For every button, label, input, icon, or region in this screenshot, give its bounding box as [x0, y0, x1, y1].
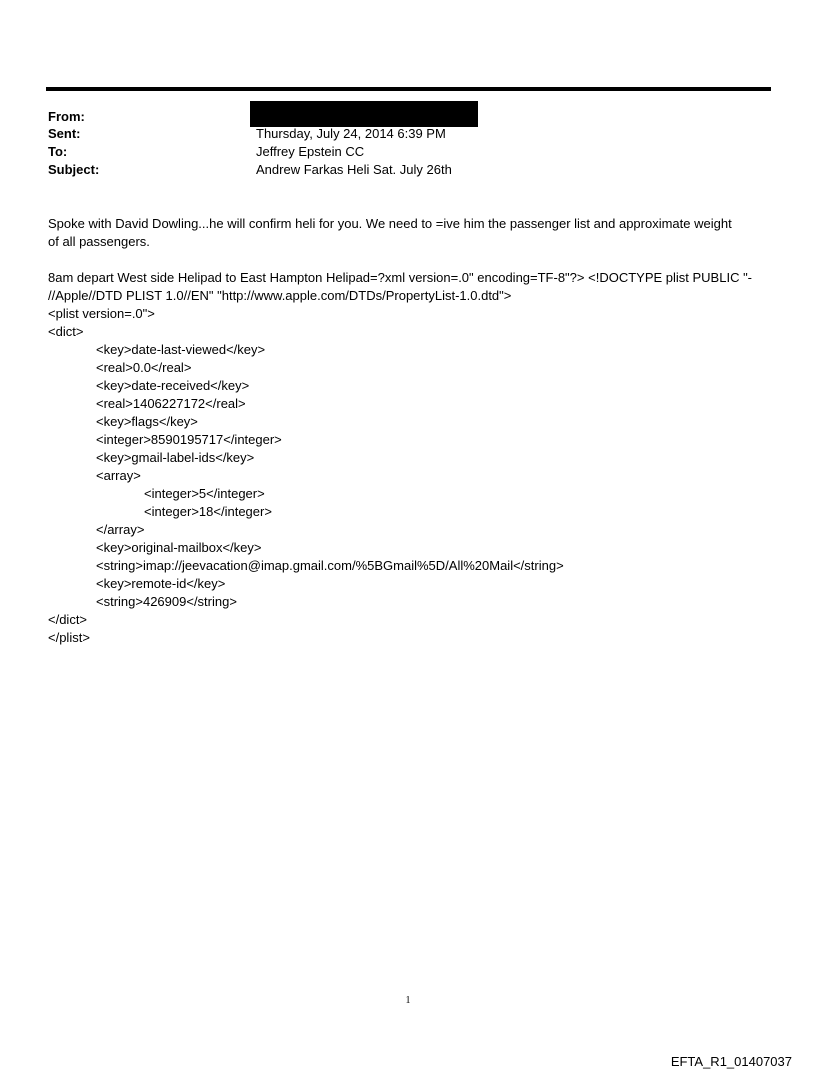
body-line: 8am depart West side Helipad to East Hampton Helipad=?xml version=.0" encoding=TF-8"?> <!DOCTYPE plist PUBLIC "- — [48, 270, 753, 285]
xml-line: <key>original-mailbox</key> — [96, 540, 262, 555]
body-line: Spoke with David Dowling...he will confirm heli for you. We need to =ive him the passenger list and approximate weight — [48, 216, 732, 231]
xml-plist-close: </plist> — [48, 630, 90, 645]
from-label: From: — [48, 109, 85, 124]
xml-line: <integer>8590195717</integer> — [96, 432, 282, 447]
xml-line: <integer>5</integer> — [144, 486, 265, 501]
to-value: Jeffrey Epstein CC — [256, 144, 365, 159]
sent-label: Sent: — [48, 126, 81, 141]
bates-number: EFTA_R1_01407037 — [670, 1054, 792, 1069]
xml-dict-open: <dict> — [48, 324, 84, 339]
xml-line: <string>426909</string> — [96, 594, 237, 609]
xml-line: <integer>18</integer> — [144, 504, 272, 519]
to-label: To: — [48, 144, 68, 159]
xml-line: <key>date-received</key> — [96, 378, 250, 393]
header-rule — [46, 87, 771, 91]
redaction-block — [250, 101, 478, 127]
xml-line: <real>1406227172</real> — [96, 396, 246, 411]
body-paragraph-1 — [48, 215, 778, 251]
xml-dict-close: </dict> — [48, 612, 88, 627]
body-paragraph-2 — [48, 269, 778, 305]
xml-line: <key>gmail-label-ids</key> — [96, 450, 255, 465]
subject-label: Subject: — [48, 162, 100, 177]
xml-line: <key>flags</key> — [96, 414, 198, 429]
xml-plist-open: <plist version=.0"> — [48, 306, 155, 321]
body-line: of all passengers. — [48, 234, 150, 249]
xml-line: <real>0.0</real> — [96, 360, 192, 375]
subject-value: Andrew Farkas Heli Sat. July 26th — [256, 162, 452, 177]
body-line: //Apple//DTD PLIST 1.0//EN" "http://www.apple.com/DTDs/PropertyList-1.0.dtd"> — [48, 288, 512, 303]
xml-line: </array> — [96, 522, 145, 537]
sent-value: Thursday, July 24, 2014 6:39 PM — [256, 126, 446, 141]
page-number: 1 — [405, 995, 411, 1006]
xml-line: <key>remote-id</key> — [96, 576, 226, 591]
xml-line: <string>imap://jeevacation@imap.gmail.com/%5BGmail%5D/All%20Mail</string> — [96, 558, 564, 573]
xml-line: <array> — [96, 468, 141, 483]
xml-line: <key>date-last-viewed</key> — [96, 342, 266, 357]
